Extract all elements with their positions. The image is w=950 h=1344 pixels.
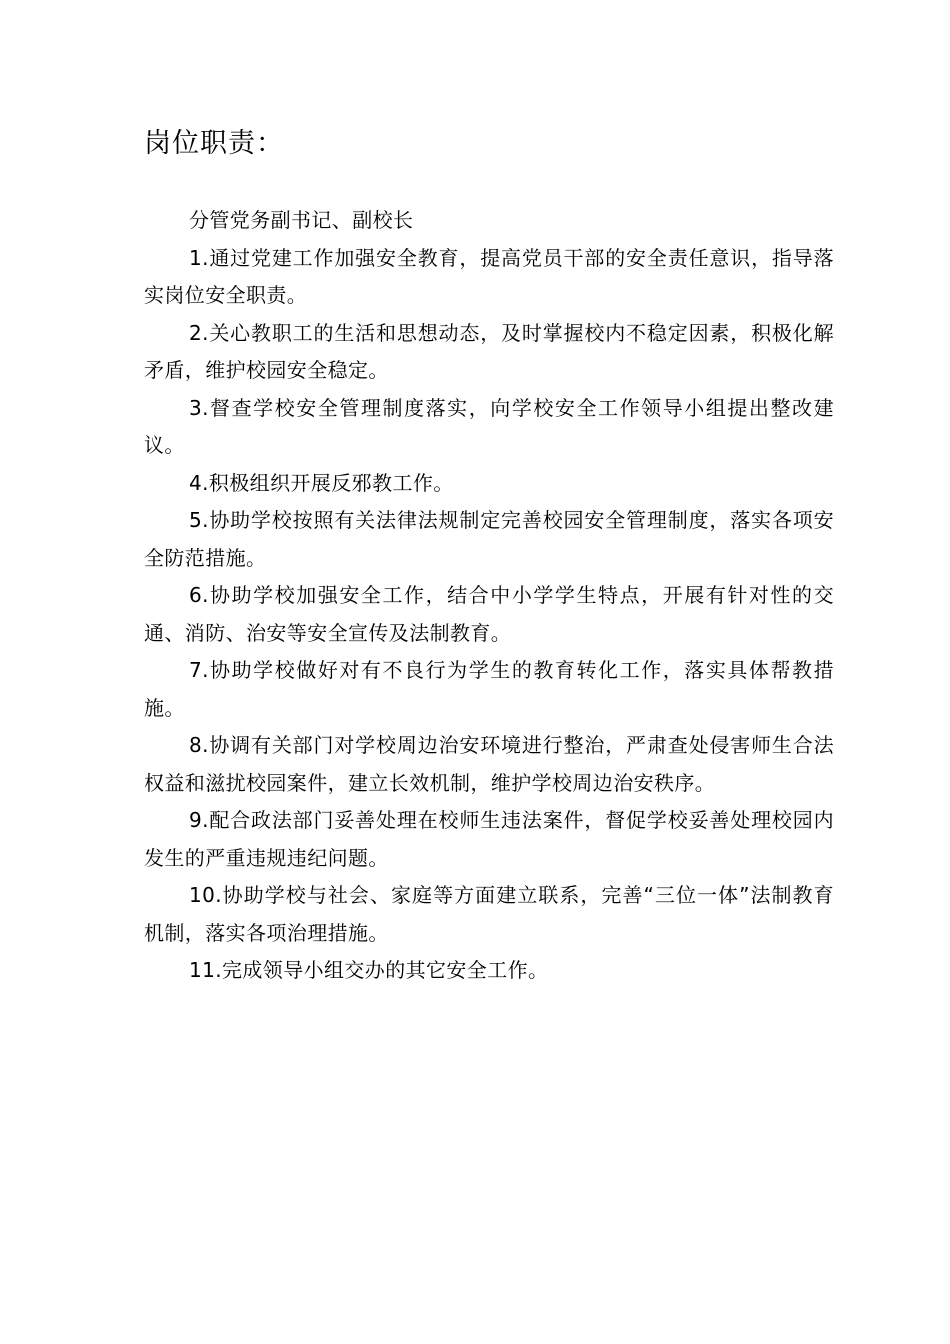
duty-item-5: 5.协助学校按照有关法律法规制定完善校园安全管理制度，落实各项安全防范措施。 bbox=[144, 508, 834, 570]
duty-item-10: 10.协助学校与社会、家庭等方面建立联系，完善“三位一体”法制教育机制，落实各项治理措施。 bbox=[144, 883, 834, 945]
duty-item-8: 8.协调有关部门对学校周边治安环境进行整治，严肃查处侵害师生合法权益和滋扰校园案件，建立长效机制，维护学校周边治安秩序。 bbox=[144, 733, 834, 795]
duty-item-7: 7.协助学校做好对有不良行为学生的教育转化工作，落实具体帮教措施。 bbox=[144, 658, 834, 720]
duty-item-1: 1.通过党建工作加强安全教育，提高党员干部的安全责任意识，指导落实岗位安全职责。 bbox=[144, 245, 834, 307]
duty-item-11: 11.完成领导小组交办的其它安全工作。 bbox=[189, 958, 549, 982]
duty-item-2: 2.关心教职工的生活和思想动态，及时掌握校内不稳定因素，积极化解矛盾，维护校园安全稳定。 bbox=[144, 320, 834, 382]
duty-item-3: 3.督查学校安全管理制度落实，向学校安全工作领导小组提出整改建议。 bbox=[144, 395, 834, 457]
document-body bbox=[144, 202, 834, 990]
duty-item-4: 4.积极组织开展反邪教工作。 bbox=[189, 470, 454, 495]
duty-item-6: 6.协助学校加强安全工作，结合中小学学生特点，开展有针对性的交通、消防、治安等安全宣传及法制教育。 bbox=[144, 583, 834, 645]
role-line: 分管党务副书记、副校长 bbox=[189, 208, 414, 232]
duty-item-9: 9.配合政法部门妥善处理在校师生违法案件，督促学校妥善处理校园内发生的严重违规违纪问题。 bbox=[144, 808, 834, 870]
page-title: 岗位职责： bbox=[144, 128, 284, 159]
